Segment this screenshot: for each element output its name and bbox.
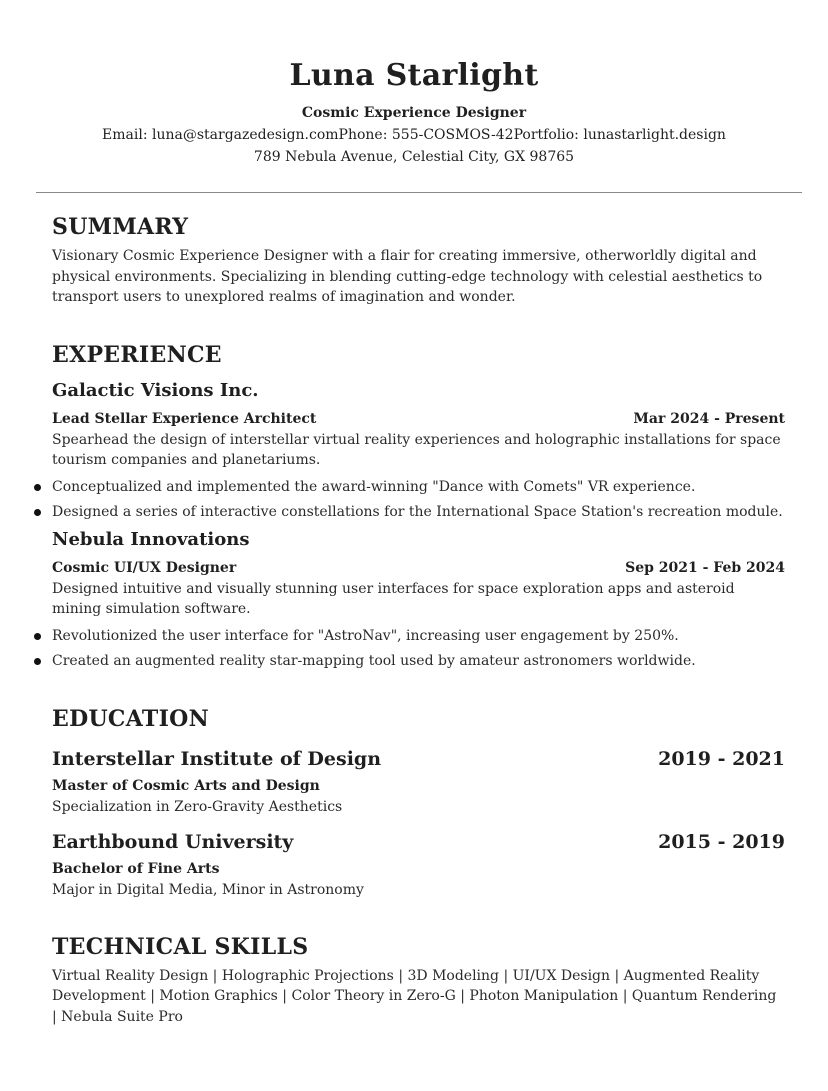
job-entry bbox=[52, 529, 785, 672]
education-years: 2015 - 2019 bbox=[658, 830, 785, 853]
header-divider bbox=[36, 192, 802, 193]
school-name: Earthbound University bbox=[52, 830, 294, 853]
job-description: Designed intuitive and visually stunning user interfaces for space exploration apps and asteroid mining simulation software. bbox=[52, 580, 735, 617]
bullet-icon bbox=[34, 484, 41, 491]
education-entry bbox=[52, 831, 785, 898]
education-section bbox=[52, 706, 785, 898]
education-years: 2019 - 2021 bbox=[658, 747, 785, 770]
job-entry bbox=[52, 380, 785, 523]
company-name: Nebula Innovations bbox=[52, 528, 250, 550]
role-row bbox=[52, 411, 785, 427]
bullet-text: Created an augmented reality star-mapping tool used by amateur astronomers worldwide. bbox=[52, 653, 696, 669]
education-row bbox=[52, 748, 785, 770]
address-line: 789 Nebula Avenue, Celestial City, GX 98765 bbox=[253, 149, 575, 165]
school-name: Interstellar Institute of Design bbox=[52, 747, 382, 770]
role-title: Cosmic UI/UX Designer bbox=[52, 559, 237, 576]
degree-name: Bachelor of Fine Arts bbox=[52, 860, 220, 877]
bullet-icon bbox=[34, 633, 41, 640]
contact-line: Email: luna@stargazedesign.comPhone: 555-COSMOS-42Portfolio: lunastarlight.design bbox=[102, 127, 726, 143]
summary-section bbox=[52, 214, 785, 308]
company-name: Galactic Visions Inc. bbox=[52, 379, 259, 401]
role-row bbox=[52, 560, 785, 576]
summary-heading: SUMMARY bbox=[52, 214, 189, 240]
bullet-text: Designed a series of interactive constellations for the International Space Station's recreation module. bbox=[52, 504, 783, 520]
job-bullets bbox=[52, 477, 785, 523]
role-dates: Sep 2021 - Feb 2024 bbox=[625, 559, 785, 576]
list-item bbox=[52, 626, 785, 647]
degree-name: Master of Cosmic Arts and Design bbox=[52, 777, 320, 794]
resume-header bbox=[0, 0, 828, 165]
candidate-name: Luna Starlight bbox=[289, 58, 539, 93]
skills-heading: TECHNICAL SKILLS bbox=[52, 933, 309, 960]
skills-text: Virtual Reality Design | Holographic Projections | 3D Modeling | UI/UX Design | Augmented Reality Development | Motion Graphics | Color Theory in Zero-G | Photon Manipulation | Quantum Rendering | Nebula Suite Pro bbox=[52, 967, 777, 1025]
experience-section bbox=[52, 342, 785, 672]
summary-text: Visionary Cosmic Experience Designer with a flair for creating immersive, otherworldly digital and physical environments. Specializing in blending cutting-edge technology with celestial aesthetics to transport users to unexplored realms of imagination and wonder. bbox=[52, 248, 763, 305]
education-entry bbox=[52, 748, 785, 815]
resume-body bbox=[52, 214, 785, 1027]
education-row bbox=[52, 831, 785, 853]
list-item bbox=[52, 651, 785, 672]
job-bullets bbox=[52, 626, 785, 672]
bullet-icon bbox=[34, 658, 41, 665]
experience-heading: EXPERIENCE bbox=[52, 341, 222, 368]
skills-section bbox=[52, 934, 785, 1028]
role-dates: Mar 2024 - Present bbox=[633, 410, 785, 427]
list-item bbox=[52, 477, 785, 498]
job-description: Spearhead the design of interstellar virtual reality experiences and holographic installations for space tourism companies and planetariums. bbox=[52, 431, 781, 468]
degree-detail: Specialization in Zero-Gravity Aesthetics bbox=[52, 798, 343, 815]
list-item bbox=[52, 502, 785, 523]
bullet-text: Conceptualized and implemented the award-winning "Dance with Comets" VR experience. bbox=[52, 478, 696, 495]
job-title: Cosmic Experience Designer bbox=[301, 105, 527, 121]
education-heading: EDUCATION bbox=[52, 705, 210, 732]
bullet-text: Revolutionized the user interface for "AstroNav", increasing user engagement by 250%. bbox=[52, 627, 679, 644]
bullet-icon bbox=[34, 509, 41, 516]
degree-detail: Major in Digital Media, Minor in Astronomy bbox=[52, 881, 364, 898]
role-title: Lead Stellar Experience Architect bbox=[52, 410, 317, 427]
